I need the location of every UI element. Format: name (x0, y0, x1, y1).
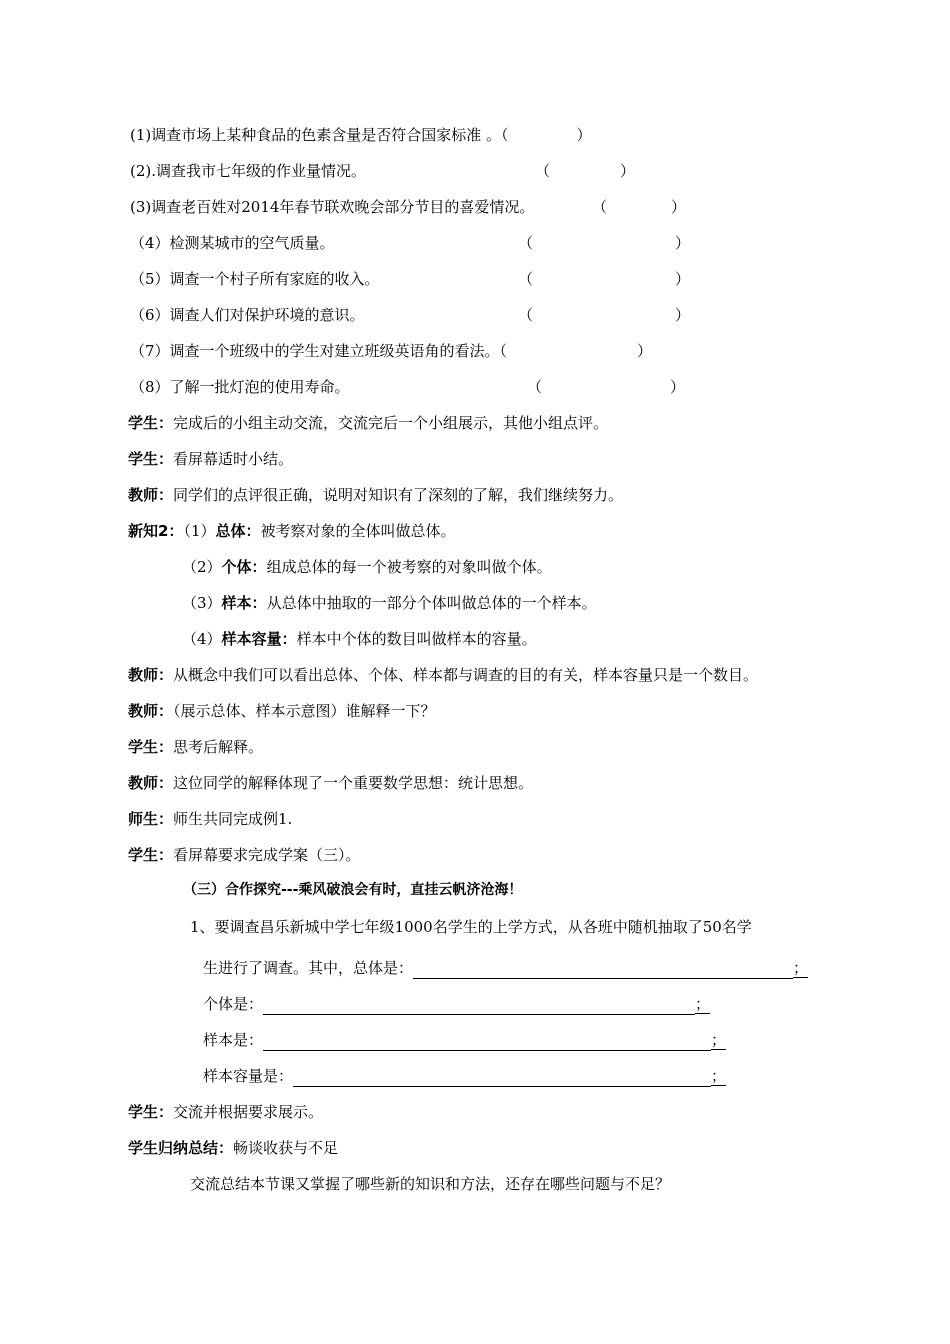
sample-size-answer-field[interactable] (293, 1070, 711, 1087)
individual-blank-row: 个体是： ； (203, 995, 711, 1013)
sample-blank-row: 样本是： ； (203, 1031, 727, 1049)
definition-sample: （3）样本：从总体中抽取的一部分个体叫做总体的一个样本。 (182, 594, 597, 612)
section-heading: （三）合作探究---乘风破浪会有时，直挂云帆济沧海！ (183, 882, 523, 898)
dialogue-line: 学生：交流并根据要求展示。 (128, 1103, 324, 1121)
survey-item-6-bracket: （ ） (518, 306, 691, 324)
final-text: 交流总结本节课又掌握了哪些新的知识和方法，还存在哪些问题与不足？ (190, 1175, 671, 1193)
individual-answer-field[interactable] (263, 998, 695, 1015)
survey-item-8-bracket: （ ） (527, 378, 686, 396)
new-knowledge-label: 新知2： (128, 522, 184, 540)
survey-item-2-bracket: （ ） (535, 162, 636, 180)
sample-size-blank-row: 样本容量是： ； (203, 1067, 727, 1085)
dialogue-line: 教师：这位同学的解释体现了一个重要数学思想：统计思想。 (128, 774, 534, 792)
survey-item-2: (2).调查我市七年级的作业量情况。 (130, 162, 367, 180)
total-blank-row: 生进行了调查。其中，总体是： ； (203, 959, 809, 977)
dialogue-line: 学生：思考后解释。 (128, 738, 264, 756)
definition-total: 新知2：（1）总体：被考察对象的全体叫做总体。 (128, 522, 456, 540)
dialogue-line: 学生：完成后的小组主动交流，交流完后一个小组展示，其他小组点评。 (128, 414, 609, 432)
survey-item-5-bracket: （ ） (518, 270, 691, 288)
dialogue-line: 学生归纳总结：畅谈收获与不足 (128, 1139, 339, 1157)
speaker-label: 教师： (128, 486, 174, 504)
problem-statement: 1、要调查昌乐新城中学七年级1000名学生的上学方式，从各班中随机抽取了50名学 (190, 918, 752, 936)
speaker-label: 学生： (128, 414, 174, 432)
definition-individual: （2）个体：组成总体的每一个被考察的对象叫做个体。 (182, 558, 552, 576)
survey-item-8: （8）了解一批灯泡的使用寿命。 (130, 378, 350, 396)
survey-item-3: (3)调查老百姓对2014年春节联欢晚会部分节目的喜爱情况。 (130, 198, 535, 216)
survey-item-4-bracket: （ ） (518, 234, 691, 252)
speaker-label: 学生： (128, 846, 174, 864)
speaker-label: 教师： (128, 666, 174, 684)
survey-item-4: （4）检测某城市的空气质量。 (130, 234, 335, 252)
survey-item-5: （5）调查一个村子所有家庭的收入。 (130, 270, 380, 288)
speaker-label: 学生归纳总结： (128, 1139, 234, 1157)
dialogue-line: 学生：看屏幕要求完成学案（三）。 (128, 846, 361, 864)
dialogue-line: 教师：同学们的点评很正确，说明对知识有了深刻的了解，我们继续努力。 (128, 486, 624, 504)
sample-answer-field[interactable] (263, 1034, 711, 1051)
dialogue-line: 教师：从概念中我们可以看出总体、个体、样本都与调查的目的有关，样本容量只是一个数目。 (128, 666, 759, 684)
speaker-label: 学生： (128, 1103, 174, 1121)
speaker-label: 学生： (128, 450, 174, 468)
dialogue-line: 学生：看屏幕适时小结。 (128, 450, 294, 468)
dialogue-line: 师生：师生共同完成例1. (128, 810, 293, 828)
survey-item-1: (1)调查市场上某种食品的色素含量是否符合国家标准 。（ ） (130, 126, 592, 144)
speaker-label: 师生： (128, 810, 174, 828)
survey-item-6: （6）调查人们对保护环境的意识。 (130, 306, 365, 324)
dialogue-line: 教师：（展示总体、样本示意图）谁解释一下？ (128, 702, 436, 720)
total-answer-field[interactable] (413, 962, 793, 979)
survey-item-7: （7）调查一个班级中的学生对建立班级英语角的看法。（ ） (130, 342, 653, 360)
speaker-label: 学生： (128, 738, 174, 756)
survey-item-3-bracket: （ ） (592, 198, 687, 216)
speaker-label: 教师： (128, 702, 174, 720)
speaker-label: 教师： (128, 774, 174, 792)
definition-sample-size: （4）样本容量：样本中个体的数目叫做样本的容量。 (182, 630, 537, 648)
